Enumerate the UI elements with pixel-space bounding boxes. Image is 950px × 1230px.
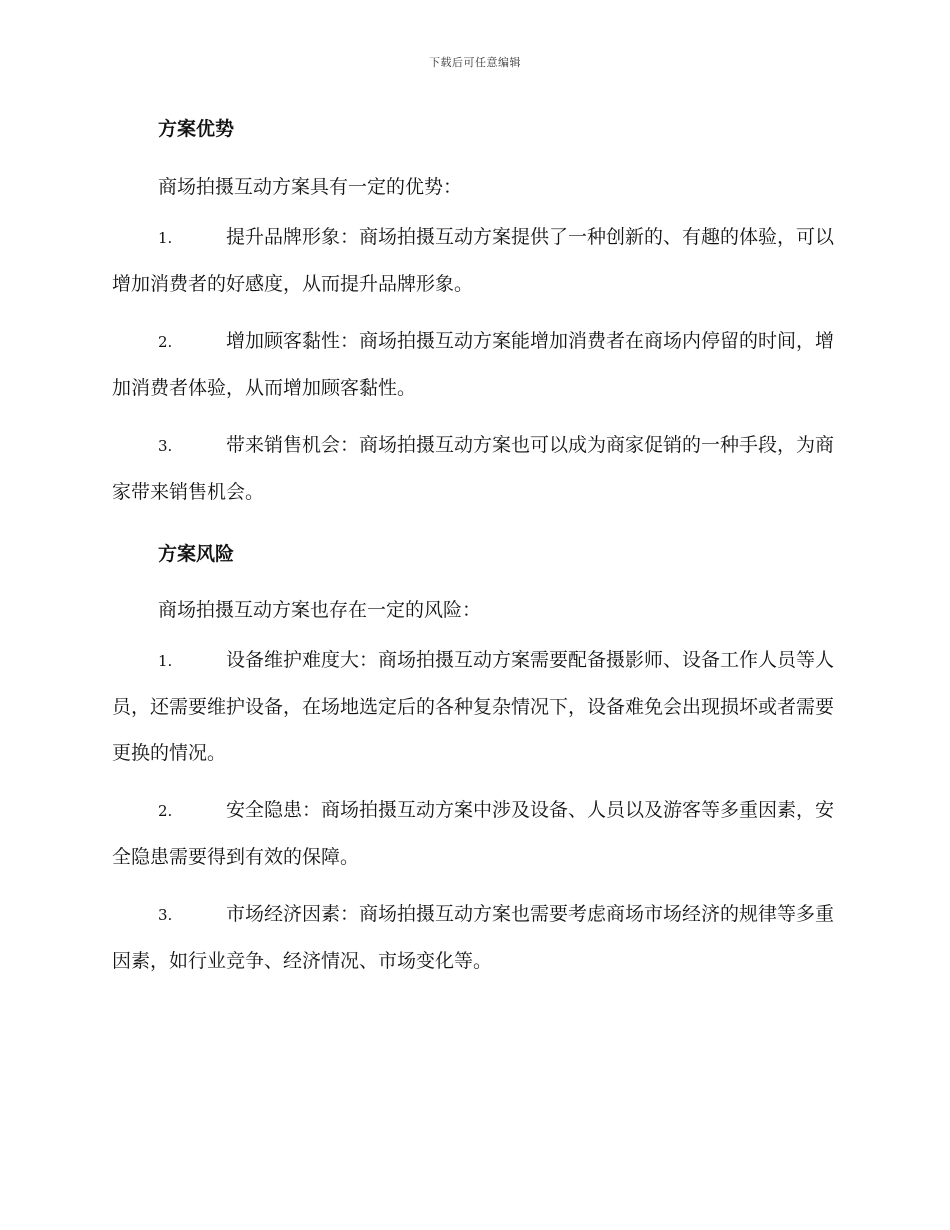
section-heading-risks: 方案风险 <box>158 543 235 565</box>
list-item <box>112 787 834 880</box>
list-item-number: 2. <box>158 333 173 351</box>
list-item-number: 2. <box>158 802 173 820</box>
page-header: 下载后可任意编辑 <box>429 56 521 69</box>
list-item-text: 带来销售机会：商场拍摄互动方案也可以成为商家促销的一种手段，为商家带来销售机会。 <box>112 434 835 503</box>
section-heading-advantages: 方案优势 <box>158 118 235 140</box>
document-body <box>112 112 834 984</box>
list-item <box>112 637 834 776</box>
list-item-number: 3. <box>158 437 173 455</box>
list-item-number: 1. <box>158 229 173 247</box>
list-item <box>112 891 834 984</box>
list-item <box>112 318 834 411</box>
list-item-text: 设备维护难度大：商场拍摄互动方案需要配备摄影师、设备工作人员等人员，还需要维护设备，在场地选定后的各种复杂情况下，设备难免会出现损坏或者需要更换的情况。 <box>112 649 835 764</box>
section-intro-risks: 商场拍摄互动方案也存在一定的风险： <box>158 599 482 621</box>
list-item-number: 1. <box>158 652 173 670</box>
list-item-text: 增加顾客黏性：商场拍摄互动方案能增加消费者在商场内停留的时间，增加消费者体验，从而增加顾客黏性。 <box>112 330 835 399</box>
list-item-text: 市场经济因素：商场拍摄互动方案也需要考虑商场市场经济的规律等多重因素，如行业竞争、经济情况、市场变化等。 <box>112 903 835 972</box>
section-intro-advantages: 商场拍摄互动方案具有一定的优势： <box>158 176 463 198</box>
list-item-number: 3. <box>158 906 173 924</box>
list-item <box>112 422 834 515</box>
list-item <box>112 214 834 307</box>
list-item-text: 提升品牌形象：商场拍摄互动方案提供了一种创新的、有趣的体验，可以增加消费者的好感度，从而提升品牌形象。 <box>112 226 835 295</box>
list-item-text: 安全隐患：商场拍摄互动方案中涉及设备、人员以及游客等多重因素，安全隐患需要得到有效的保障。 <box>112 799 835 868</box>
